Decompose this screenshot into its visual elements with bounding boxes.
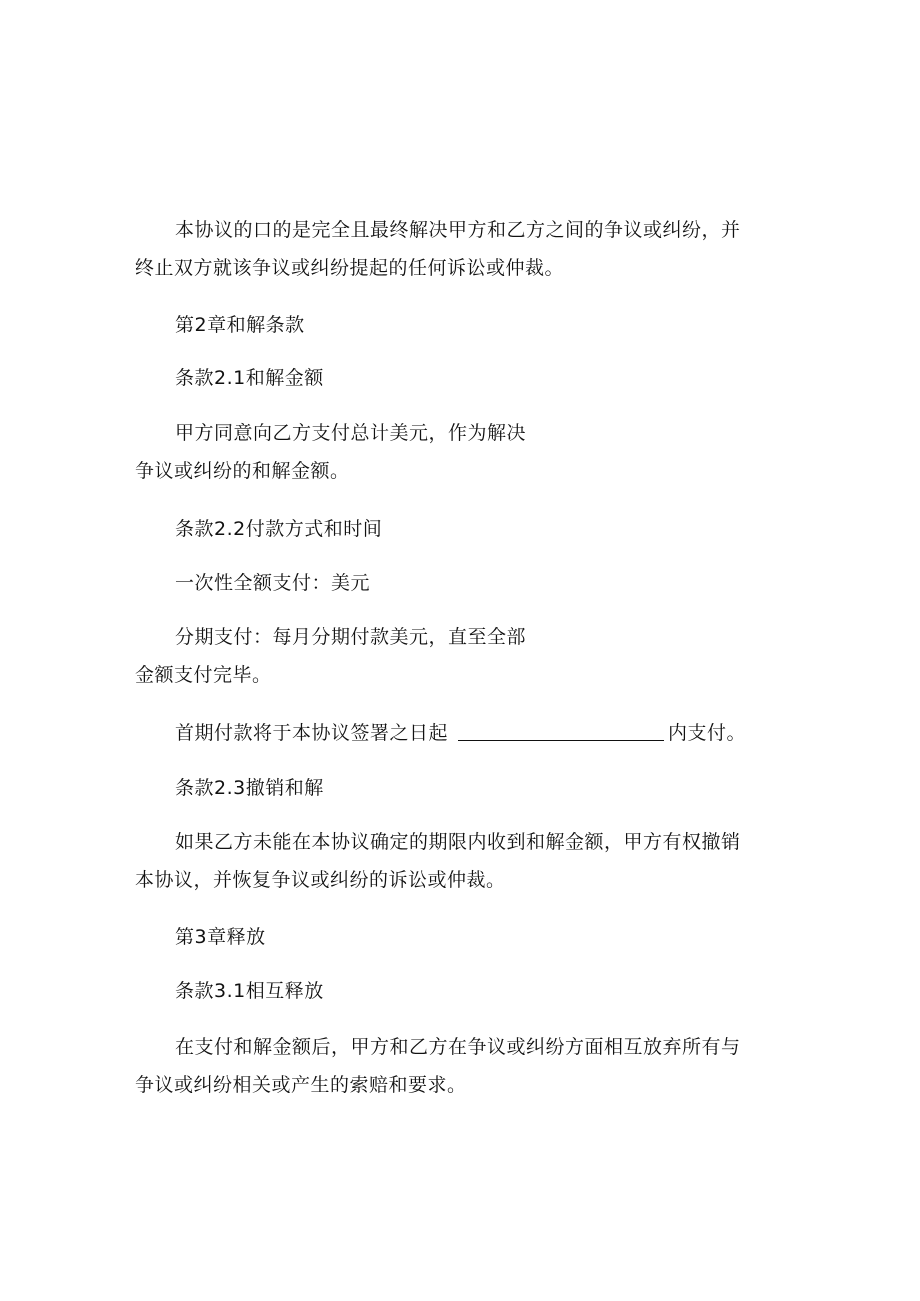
paragraph-line: 金额支付完毕。 bbox=[135, 664, 272, 686]
first-payment-text: 首期付款将于本协议签署之日起 bbox=[175, 722, 449, 744]
paragraph-settlement-amount bbox=[135, 414, 775, 490]
paragraph-line: 争议或纠纷的和解金额。 bbox=[135, 460, 350, 482]
paragraph-line bbox=[135, 714, 775, 752]
paragraph-line: 一次性全额支付：美元 bbox=[175, 572, 371, 594]
paragraph-line: 如果乙方未能在本协议确定的期限内收到和解金额，甲方有权撤销 bbox=[175, 831, 741, 853]
clause-2-2-title: 条款2.2付款方式和时间 bbox=[175, 518, 383, 540]
paragraph-line: 终止双方就该争议或纠纷提起的任何诉讼或仲裁。 bbox=[135, 257, 565, 279]
first-payment-text-end: 内支付。 bbox=[668, 722, 747, 744]
paragraph-line: 争议或纠纷相关或产生的索赔和要求。 bbox=[135, 1074, 467, 1096]
clause-heading bbox=[135, 972, 775, 1010]
paragraph-mutual-release bbox=[135, 1028, 775, 1104]
paragraph-line: 本协议的口的是完全且最终解决甲方和乙方之间的争议或纠纷，并 bbox=[175, 219, 741, 241]
paragraph-purpose bbox=[135, 211, 775, 287]
paragraph-line: 甲方同意向乙方支付总计美元，作为解决 bbox=[175, 422, 527, 444]
fill-in-blank[interactable] bbox=[458, 720, 664, 741]
chapter-3-title: 第3章释放 bbox=[175, 926, 266, 948]
clause-heading bbox=[135, 510, 775, 548]
paragraph-first-payment bbox=[135, 714, 775, 752]
paragraph-installments bbox=[135, 618, 775, 694]
clause-heading bbox=[135, 769, 775, 807]
paragraph-lump-sum bbox=[135, 564, 775, 602]
clause-2-3-title: 条款2.3撤销和解 bbox=[175, 777, 324, 799]
clause-3-1-title: 条款3.1相互释放 bbox=[175, 980, 324, 1002]
clause-2-1-title: 条款2.1和解金额 bbox=[175, 367, 324, 389]
chapter-2-title: 第2章和解条款 bbox=[175, 314, 305, 336]
chapter-heading bbox=[135, 306, 775, 344]
paragraph-revocation bbox=[135, 823, 775, 899]
paragraph-line: 分期支付：每月分期付款美元，直至全部 bbox=[175, 626, 527, 648]
paragraph-line: 在支付和解金额后，甲方和乙方在争议或纠纷方面相互放弃所有与 bbox=[175, 1036, 741, 1058]
chapter-heading bbox=[135, 918, 775, 956]
paragraph-line: 本协议，并恢复争议或纠纷的诉讼或仲裁。 bbox=[135, 869, 506, 891]
clause-heading bbox=[135, 359, 775, 397]
